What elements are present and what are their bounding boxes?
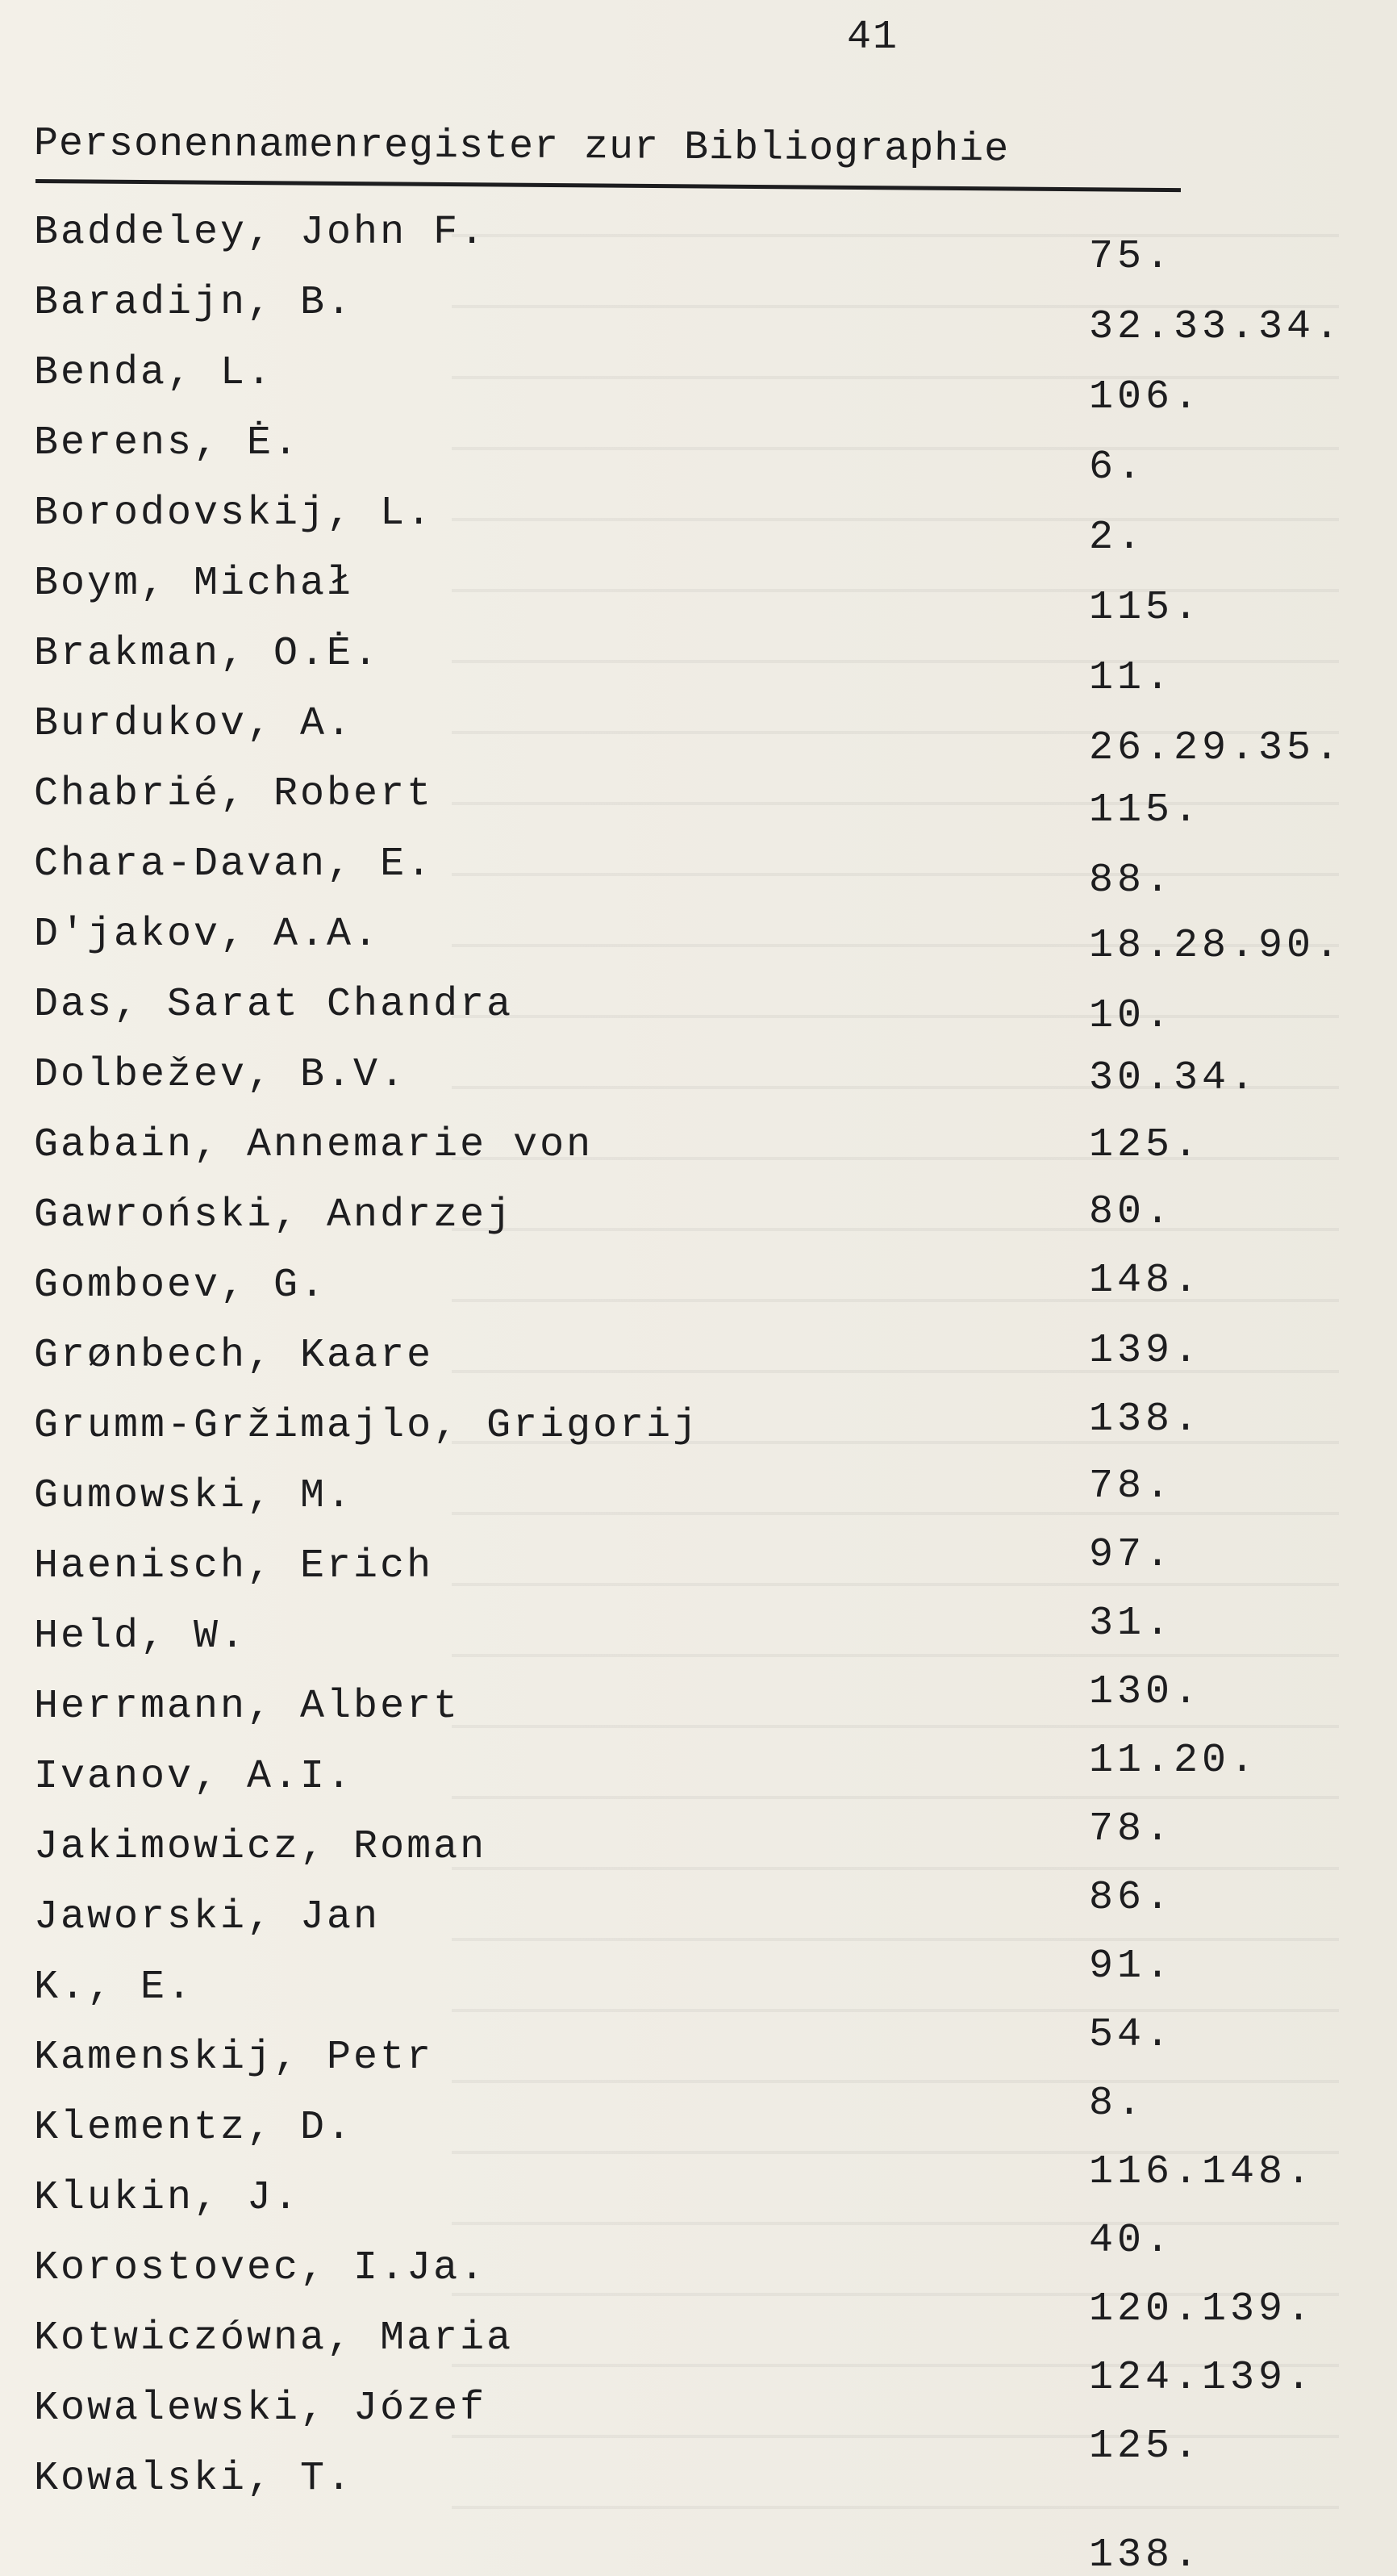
entry-references: 26.29.35. [1089,725,1344,771]
entry-name: Das, Sarat Chandra [34,982,514,1028]
entry-references: 78. [1089,1806,1174,1852]
entry-references: 32.33.34. [1089,304,1344,350]
register-entry [0,561,1397,631]
entry-name: Ivanov, A.I. [34,1754,354,1800]
entry-name: Gomboev, G. [34,1263,327,1309]
register-entry [0,1943,1397,2029]
register-entry [0,771,1397,836]
entry-name: Jakimowicz, Roman [34,1824,487,1870]
entry-name: Herrmann, Albert [34,1684,461,1730]
entry-name: Benda, L. [34,350,274,396]
entry-references: 10. [1089,993,1174,1039]
entry-name: Kotwiczówna, Maria [34,2315,514,2361]
entry-references: 8. [1089,2081,1146,2127]
entry-references: 11.20. [1089,1738,1259,1784]
page-title: Personennamenregister zur Bibliographie [33,121,1010,173]
entry-references: 124.139. [1089,2355,1316,2401]
entry-references: 138. [1089,2532,1203,2576]
entry-references: 6. [1089,445,1146,491]
entry-name: Baddeley, John F. [34,210,487,256]
entry-references: 11. [1089,655,1174,701]
register-entry [0,420,1397,491]
entry-references: 88. [1089,858,1174,904]
register-entry [0,1463,1397,1538]
entry-name: Grumm-Gržimajlo, Grigorij [34,1403,700,1449]
entry-name: Berens, Ė. [34,420,301,466]
entry-references: 30.34. [1089,1055,1259,1101]
register-entry [0,1532,1397,1608]
register-entry [0,701,1397,771]
entry-references: 31. [1089,1601,1174,1647]
register-entry [0,2149,1397,2240]
entry-references: 115. [1089,585,1203,631]
entry-name: Boym, Michał [34,561,354,607]
entry-references: 54. [1089,2012,1174,2058]
entry-name: Dolbežev, B.V. [34,1052,407,1098]
entry-name: Brakman, O.Ė. [34,631,381,677]
entry-name: K., E. [34,1964,194,2010]
register-entry [0,210,1397,280]
entry-name: Held, W. [34,1614,248,1660]
entry-name: Grønbech, Kaare [34,1333,434,1379]
register-entry [0,1328,1397,1397]
entry-name: Baradijn, B. [34,280,354,326]
entry-references: 120.139. [1089,2286,1316,2332]
entry-name: Klementz, D. [34,2105,354,2151]
entry-references: 97. [1089,1532,1174,1578]
entry-references: 18.28.90. [1089,923,1344,969]
entry-name: Borodovskij, L. [34,491,434,536]
entry-name: Kamenskij, Petr [34,2035,434,2081]
register-entry [0,982,1397,1046]
register-entry [0,1258,1397,1327]
entry-references: 78. [1089,1463,1174,1509]
entry-name: Gabain, Annemarie von [34,1122,594,1168]
entry-name: Korostovec, I.Ja. [34,2245,487,2291]
entry-name: Klukin, J. [34,2175,301,2221]
register-entry [0,1189,1397,1257]
entry-references: 139. [1089,1328,1203,1374]
register-entry [0,912,1397,976]
entry-name: Jaworski, Jan [34,1894,381,1940]
register-entry [0,1397,1397,1468]
entry-name: Chara-Davan, E. [34,841,434,887]
entry-references: 80. [1089,1189,1174,1235]
entry-name: Kowalski, T. [34,2456,354,2502]
entry-references: 116.148. [1089,2149,1316,2195]
register-entry [0,491,1397,561]
entry-name: D'jakov, A.A. [34,912,381,958]
register-entry [0,1806,1397,1889]
register-entry [0,631,1397,701]
register-entry [0,2012,1397,2099]
register-entry [0,1601,1397,1678]
entry-references: 86. [1089,1875,1174,1921]
entry-references: 138. [1089,1397,1203,1442]
register-entry [0,350,1397,420]
entry-name: Haenisch, Erich [34,1543,434,1589]
register-entry [0,1122,1397,1187]
entry-references: 125. [1089,2424,1203,2470]
entry-name: Burdukov, A. [34,701,354,747]
entry-name: Gumowski, M. [34,1473,354,1519]
register-entry [0,1052,1397,1117]
entry-references: 115. [1089,787,1203,833]
entry-references: 125. [1089,1122,1203,1168]
register-entry [0,1875,1397,1959]
entry-references: 75. [1089,234,1174,280]
register-entry [0,280,1397,350]
entry-references: 130. [1089,1669,1203,1715]
register-entry-partial [0,2526,1397,2576]
page-number: 41 [847,15,899,61]
register-entry [0,2424,1397,2520]
entry-references: 91. [1089,1943,1174,1989]
entry-name: Chabrié, Robert [34,771,434,817]
entry-references: 2. [1089,515,1146,561]
register-entry [0,841,1397,906]
entry-name: Kowalewski, Józef [34,2386,487,2432]
entry-references: 106. [1089,374,1203,420]
entry-references: 148. [1089,1258,1203,1304]
entry-references: 40. [1089,2218,1174,2264]
register-entry [0,1738,1397,1818]
entry-name: Gawroński, Andrzej [34,1192,514,1238]
